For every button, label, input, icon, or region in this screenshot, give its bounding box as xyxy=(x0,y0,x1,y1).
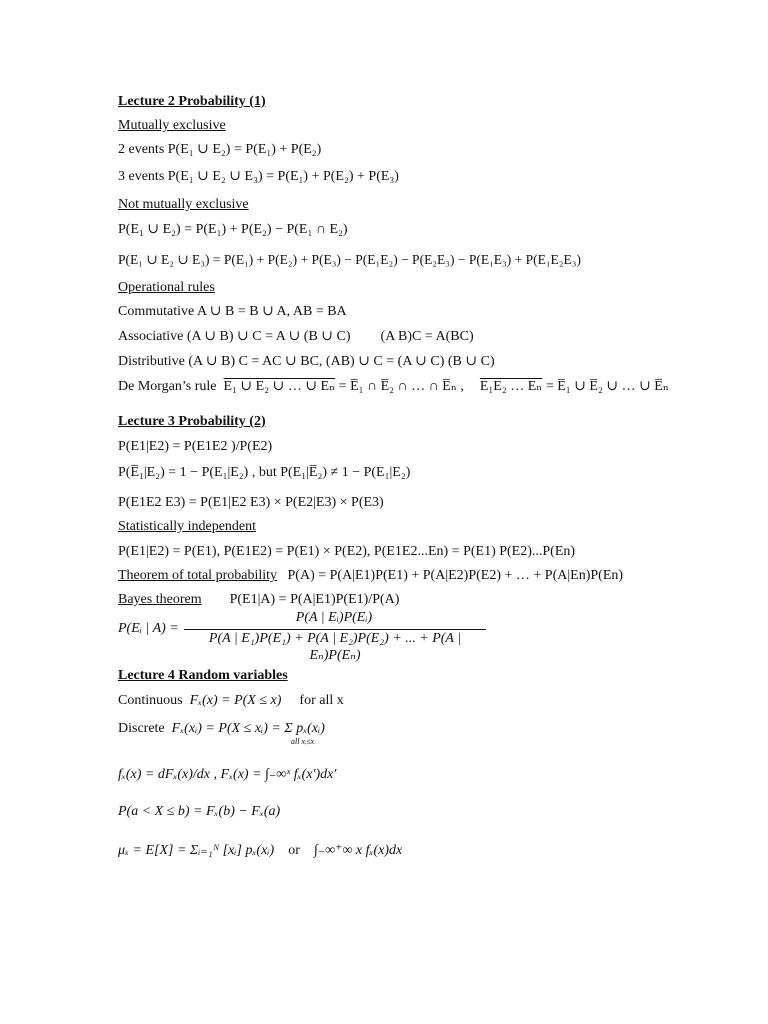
not-mutually-exclusive-heading: Not mutually exclusive xyxy=(118,197,249,212)
de-morgan-rhs1: = E̅₁ ∩ E̅₂ ∩ … ∩ E̅ₙ , xyxy=(335,379,464,394)
operational-rules-heading: Operational rules xyxy=(118,280,215,295)
lecture2-title: Lecture 2 Probability (1) xyxy=(118,94,266,109)
complement-formula: P(E̅₁|E₂) = 1 − P(E₁|E₂) , but P(E₁|E̅₂) ≠ 1 − P(E₁|E₂) xyxy=(118,465,411,480)
continuous-label: Continuous xyxy=(118,693,183,708)
mean-or: or xyxy=(288,843,300,858)
associative-rule xyxy=(118,328,474,346)
pdf-formula: fₓ(x) = dFₓ(x)/dx , Fₓ(x) = ∫₋∞ˣ fₓ(x′)dx′ xyxy=(118,767,337,782)
de-morgan-lhs1: E₁ ∪ E₂ ∪ … ∪ Eₙ xyxy=(223,379,336,394)
independence-formulas: P(E1|E2) = P(E1), P(E1E2) = P(E1) × P(E2), P(E1E2...En) = P(E1) P(E2)...P(En) xyxy=(118,544,576,559)
three-events-formula: 3 events P(E₁ ∪ E₂ ∪ E₃) = P(E₁) + P(E₂) + P(E₃) xyxy=(118,169,399,184)
associative-rule-a: Associative (A ∪ B) ∪ C = A ∪ (B ∪ C) xyxy=(118,329,351,344)
nme-three-formula: P(E₁ ∪ E₂ ∪ E₃) = P(E₁) + P(E₂) + P(E₃) − P(E₁E₂) − P(E₂E₃) − P(E₁E₃) + P(E₁E₂E₃) xyxy=(118,252,581,267)
lecture4-title: Lecture 4 Random variables xyxy=(118,668,288,683)
de-morgan-rule xyxy=(118,378,669,396)
mean-formula: μₓ = E[X] = Σᵢ₌₁ᴺ [xᵢ] pₓ(xᵢ) xyxy=(118,843,275,858)
bayes-fraction-numerator: P(A | Eᵢ)P(Eᵢ) xyxy=(295,610,373,625)
discrete-formula: Fₓ(xᵢ) = P(X ≤ xᵢ) = Σ pₓ(xᵢ) xyxy=(171,721,325,736)
discrete-label: Discrete xyxy=(118,721,165,736)
total-probability-formula: P(A) = P(A|E1)P(E1) + P(A|E2)P(E2) + … + P(A|En)P(En) xyxy=(287,568,624,583)
continuous-note: for all x xyxy=(299,693,344,708)
mean-line xyxy=(118,842,402,860)
conditional-probability: P(E1|E2) = P(E1E2 )/P(E2) xyxy=(118,439,273,454)
discrete-sum-subscript: all xᵢ≤x xyxy=(291,737,315,746)
distributive-rule: Distributive (A ∪ B) C = AC ∪ BC, (AB) ∪ C = (A ∪ C) (B ∪ C) xyxy=(118,354,495,369)
total-probability-line xyxy=(118,567,623,585)
chain-rule-formula: P(E1E2 E3) = P(E1|E2 E3) × P(E2|E3) × P(E3) xyxy=(118,495,384,510)
interval-probability-formula: P(a < X ≤ b) = Fₓ(b) − Fₓ(a) xyxy=(118,804,281,819)
continuous-formula: Fₓ(x) = P(X ≤ x) xyxy=(189,693,282,708)
statistically-independent-heading: Statistically independent xyxy=(118,519,257,534)
de-morgan-rhs2: = E̅₁ ∪ E̅₂ ∪ … ∪ E̅ₙ xyxy=(542,379,669,394)
associative-rule-b: (A B)C = A(BC) xyxy=(380,329,474,344)
nme-two-formula: P(E₁ ∪ E₂) = P(E₁) + P(E₂) − P(E₁ ∩ E₂) xyxy=(118,222,348,237)
discrete-line xyxy=(118,720,325,738)
bayes-fraction-lhs: P(Eᵢ | A) = xyxy=(118,621,179,636)
bayes-label: Bayes theorem xyxy=(118,592,202,607)
fraction-bar xyxy=(184,629,486,630)
de-morgan-label: De Morgan’s rule xyxy=(118,379,217,394)
continuous-line xyxy=(118,692,344,710)
commutative-rule: Commutative A ∪ B = B ∪ A, AB = BA xyxy=(118,304,347,319)
total-probability-label: Theorem of total probability xyxy=(118,568,278,583)
two-events-formula: 2 events P(E₁ ∪ E₂) = P(E₁) + P(E₂) xyxy=(118,142,322,157)
bayes-line xyxy=(118,591,399,609)
de-morgan-lhs2: E₁E₂ … Eₙ xyxy=(479,379,543,394)
bayes-fraction-denominator: P(A | E₁)P(E₁) + P(A | E₂)P(E₂) + ... + P(A | Eₙ)P(Eₙ) xyxy=(208,631,462,663)
mutually-exclusive-heading: Mutually exclusive xyxy=(118,118,226,133)
lecture3-title: Lecture 3 Probability (2) xyxy=(118,414,266,429)
bayes-short-formula: P(E1|A) = P(A|E1)P(E1)/P(A) xyxy=(229,592,400,607)
bayes-fraction xyxy=(118,610,498,663)
mean-continuous-formula: ∫₋∞⁺∞ x fₓ(x)dx xyxy=(313,843,403,858)
